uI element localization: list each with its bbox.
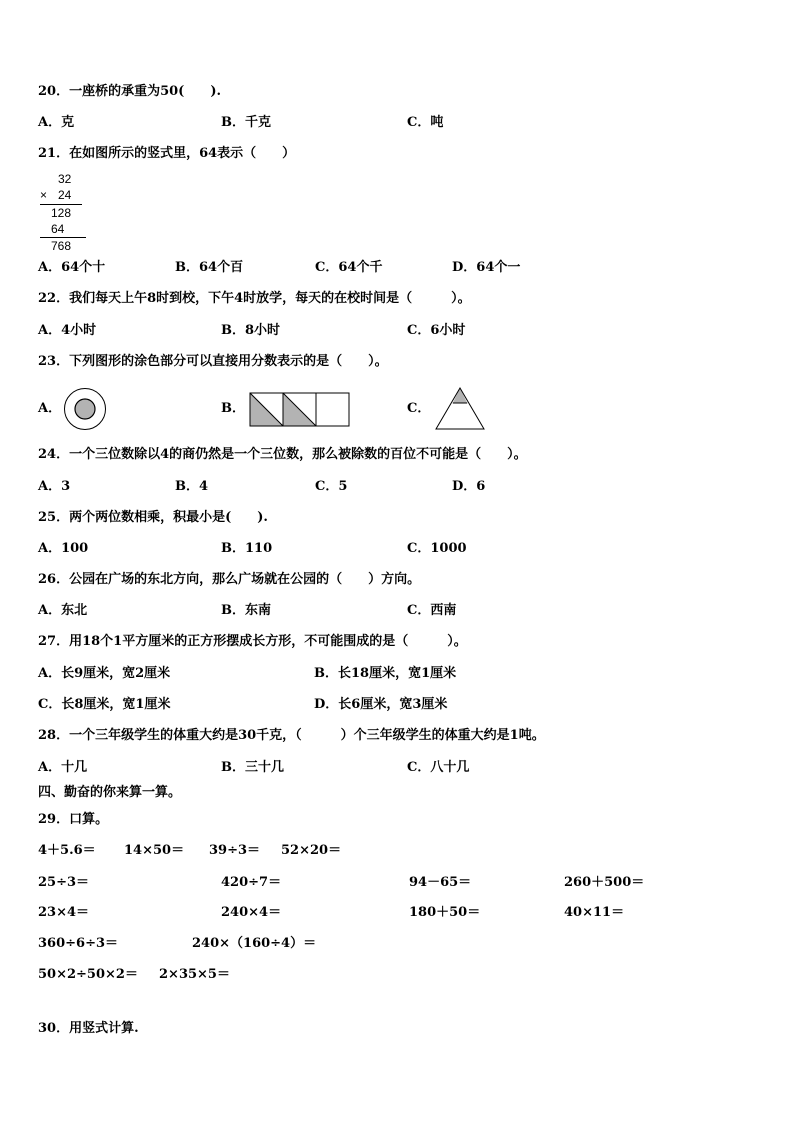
q23-stem: 23．下列图形的涂色部分可以直接用分数表示的是（ ）。 [38, 354, 388, 369]
q25-stem: 25．两个两位数相乘，积最小是( ). [38, 510, 268, 525]
q27-option-b: B．长18厘米，宽1厘米 [314, 666, 457, 681]
q24-option-c: C．5 [315, 479, 348, 494]
q21-option-c: C．64个千 [315, 260, 383, 275]
q21-option-a: A．64个十 [38, 260, 106, 275]
q29-item: 25÷3＝ [38, 875, 90, 890]
q21-option-d: D．64个一 [452, 260, 521, 275]
q27-stem: 27．用18个1平方厘米的正方形摆成长方形，不可能围成的是（ ）。 [38, 634, 467, 649]
q24-option-a: A．3 [38, 479, 71, 494]
q28-option-a: A．十几 [38, 760, 88, 775]
q29-item: 94－65＝ [409, 875, 472, 890]
vm-partial1: 128 [51, 206, 72, 220]
q29-stem: 29．口算。 [38, 812, 109, 827]
q29-item: 39÷3＝ [209, 843, 261, 858]
q24-stem: 24．一个三位数除以4的商仍然是一个三位数，那么被除数的百位不可能是（ ）。 [38, 447, 527, 462]
vm-top: 32 [58, 172, 72, 186]
q29-item: 260＋500＝ [564, 875, 645, 890]
q28-stem: 28．一个三年级学生的体重大约是30千克，（ ）个三年级学生的体重大约是1吨。 [38, 728, 545, 743]
q29-item: 240×4＝ [221, 905, 282, 920]
q20-option-b: B．千克 [221, 115, 271, 130]
q29-item: 14×50＝ [124, 843, 185, 858]
squares-figure [249, 392, 351, 428]
q21-option-b: B．64个百 [175, 260, 244, 275]
q20-stem: 20．一座桥的承重为50( ). [38, 84, 222, 99]
q25-option-b: B．110 [221, 541, 273, 556]
q29-item: 4＋5.6＝ [38, 843, 96, 858]
vm-result: 768 [51, 239, 72, 253]
q21-stem: 21．在如图所示的竖式里，64表示（ ） [38, 146, 296, 161]
section-4-title: 四、勤奋的你来算一算。 [38, 785, 182, 800]
q20-option-c: C．吨 [407, 115, 444, 130]
q29-item: 360÷6÷3＝ [38, 936, 119, 951]
vm-line-2 [40, 237, 86, 238]
q26-option-c: C．西南 [407, 603, 457, 618]
q29-item: 180＋50＝ [409, 905, 481, 920]
q22-option-c: C．6小时 [407, 323, 466, 338]
vm-sign: × [40, 188, 48, 202]
q27-option-d: D．长6厘米，宽3厘米 [314, 697, 448, 712]
q26-option-b: B．东南 [221, 603, 271, 618]
q26-stem: 26．公园在广场的东北方向，那么广场就在公园的（ ）方向。 [38, 572, 421, 587]
triangle-figure [434, 386, 486, 431]
q20-option-a: A．克 [38, 115, 75, 130]
q29-item: 420÷7＝ [221, 875, 282, 890]
q27-option-c: C．长8厘米，宽1厘米 [38, 697, 171, 712]
vm-multiplier: 24 [58, 188, 72, 202]
q29-item: 2×35×5＝ [159, 967, 230, 982]
q29-item: 52×20＝ [281, 843, 342, 858]
circle-figure [63, 387, 107, 431]
q23-option-a: A． [38, 401, 62, 416]
q29-item: 240×（160÷4）＝ [192, 936, 317, 951]
q24-option-d: D．6 [452, 479, 486, 494]
q27-option-a: A．长9厘米，宽2厘米 [38, 666, 171, 681]
q29-item: 40×11＝ [564, 905, 625, 920]
q22-stem: 22．我们每天上午8时到校，下午4时放学，每天的在校时间是（ ）。 [38, 291, 471, 306]
vm-partial2: 64 [51, 222, 65, 236]
q26-option-a: A．东北 [38, 603, 88, 618]
q28-option-b: B．三十几 [221, 760, 284, 775]
q29-item: 23×4＝ [38, 905, 90, 920]
q25-option-a: A．100 [38, 541, 89, 556]
q24-option-b: B．4 [175, 479, 209, 494]
q22-option-b: B．8小时 [221, 323, 281, 338]
q30-stem: 30．用竖式计算. [38, 1021, 139, 1036]
q28-option-c: C．八十几 [407, 760, 470, 775]
q22-option-a: A．4小时 [38, 323, 97, 338]
q23-option-b: B． [221, 401, 245, 416]
q23-option-c: C． [407, 401, 431, 416]
q29-item: 50×2÷50×2＝ [38, 967, 138, 982]
vm-line-1 [40, 204, 82, 205]
q25-option-c: C．1000 [407, 541, 467, 556]
